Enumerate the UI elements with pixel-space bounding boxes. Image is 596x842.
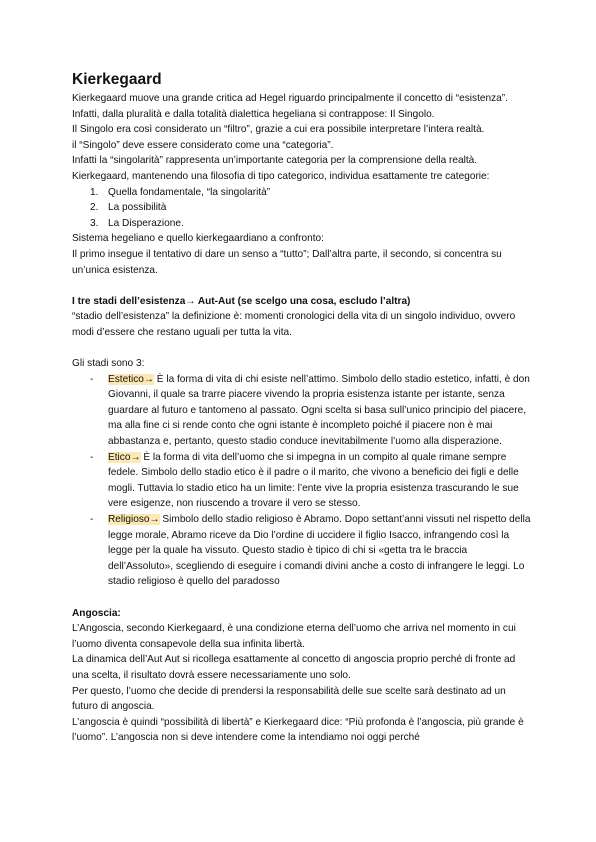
stadi-definition: “stadio dell’esistenza” la definizione è: momenti cronologici della vita di un singolo individuo, ovvero modi d’essere che restano uguali per tutta la vita. [72,311,516,338]
intro-paragraph: il “Singolo” deve essere considerato come una “categoria”. [72,139,334,151]
section-heading-angoscia: Angoscia: [72,607,121,619]
list-item-religioso [72,512,532,590]
list-item-estetico [72,372,532,450]
intro-paragraph: Infatti la “singolarità” rappresenta un’importante categoria per la comprensione della realtà. [72,155,478,167]
list-item-text: È la forma di vita di chi esiste nell’attimo. Simbolo dello stadio estetico, infatti, è don Giovanni, il quale sa trarre piacere vivendo la propria esistenza istante per istante, senza guardare al futuro e tantomeno al passato. Ogni scelta si basa sull’unico principio del piacere, ma alla fine ci si rende conto che ogni istante è incompleto poiché il piacere non è mai abbastanza e, pertanto, questo stadio conduce inevitabilmente l’uomo alla disperazione. [108,373,530,448]
intro-paragraph: Kierkegaard, mantenendo una filosofia di tipo categorico, individua esattamente tre categorie: [72,170,490,182]
spacer [72,278,532,294]
stadi-list-intro: Gli stadi sono 3: [72,358,145,370]
highlighted-term: Religioso→ [108,514,160,526]
document-page [72,70,532,746]
section-heading-stadi: I tre stadi dell’esistenza→ Aut-Aut (se scelgo una cosa, escludo l’altra) [72,295,411,307]
document-title: Kierkegaard [72,71,162,88]
list-dash: - [90,514,94,526]
spacer [72,590,532,606]
list-item-etico [72,450,532,512]
angoscia-paragraph: La dinamica dell’Aut Aut si ricollega esattamente al concetto di angoscia proprio perché di fronte ad una scelta, il risultato dovrà essere necessariamente uno solo. [72,654,516,681]
highlighted-term: Estetico→ [108,373,154,385]
list-dash: - [90,373,94,385]
angoscia-paragraph: L’angoscia è quindi “possibilità di libertà” e Kierkegaard dice: “Più profonda è l’angoscia, più grande è l’uomo”. L’angoscia non si deve intendere come la intendiamo noi oggi perché [72,716,524,744]
list-item-text: La Disperazione. [108,217,184,229]
intro-paragraph: Infatti, dalla pluralità e dalla totalità dialettica hegeliana si contrappose: Il Singolo. [72,108,435,120]
stadi-list [72,372,532,590]
list-number: 2. [90,202,99,214]
categories-list [72,185,532,232]
list-item [72,185,532,201]
list-dash: - [90,451,94,463]
list-number: 3. [90,217,99,229]
list-item [72,216,532,232]
comparison-paragraph: Sistema hegeliano e quello kierkegaardiano a confronto: [72,233,324,245]
intro-paragraph: Kierkegaard muove una grande critica ad Hegel riguardo principalmente il concetto di “esistenza”. [72,93,508,104]
comparison-paragraph: Il primo insegue il tentativo di dare un senso a “tutto”; Dall’altra parte, il secondo, si concentra su un’unica esistenza. [72,248,502,276]
angoscia-paragraph: Per questo, l’uomo che decide di prendersi la responsabilità delle sue scelte sarà destinato ad un futuro di angoscia. [72,685,506,713]
list-item [72,200,532,216]
spacer [72,341,532,357]
highlighted-term: Etico→ [108,451,141,463]
list-item-text: È la forma di vita dell’uomo che si impegna in un compito al quale rimane sempre fedele. Simbolo dello stadio etico è il padre o il marito, che vivono a beneficio dei figli e delle mogli. Tuttavia lo stadio etico ha un limite: l’ente vive la propria esistenza trascurando le sue vere esigenze, non riuscendo a trovare il vero se stesso. [108,451,519,510]
list-item-text: Quella fondamentale, “la singolarità” [108,186,271,198]
angoscia-paragraph: L’Angoscia, secondo Kierkegaard, è una condizione eterna dell’uomo che arriva nel momento in cui l’uomo diventa consapevole della sua infinita libertà. [72,623,516,650]
list-item-text: La possibilità [108,202,167,214]
list-number: 1. [90,186,99,198]
intro-paragraph: Il Singolo era così considerato un “filtro”, grazie a cui era possibile interpretare l’intera realtà. [72,124,485,136]
list-item-text: Simbolo dello stadio religioso è Abramo. Dopo settant’anni vissuti nel rispetto della legge morale, Abramo riceve da Dio l’ordine di uccidere il figlio Isacco, infrangendo così la legge per la quale ha vissuto. Questo stadio è tipico di chi si «getta tra le braccia dell’Assoluto», scegliendo di eseguire i comandi divini anche a costo di infrangere le leggi. Lo stadio religioso è quello del paradosso [108,514,531,588]
